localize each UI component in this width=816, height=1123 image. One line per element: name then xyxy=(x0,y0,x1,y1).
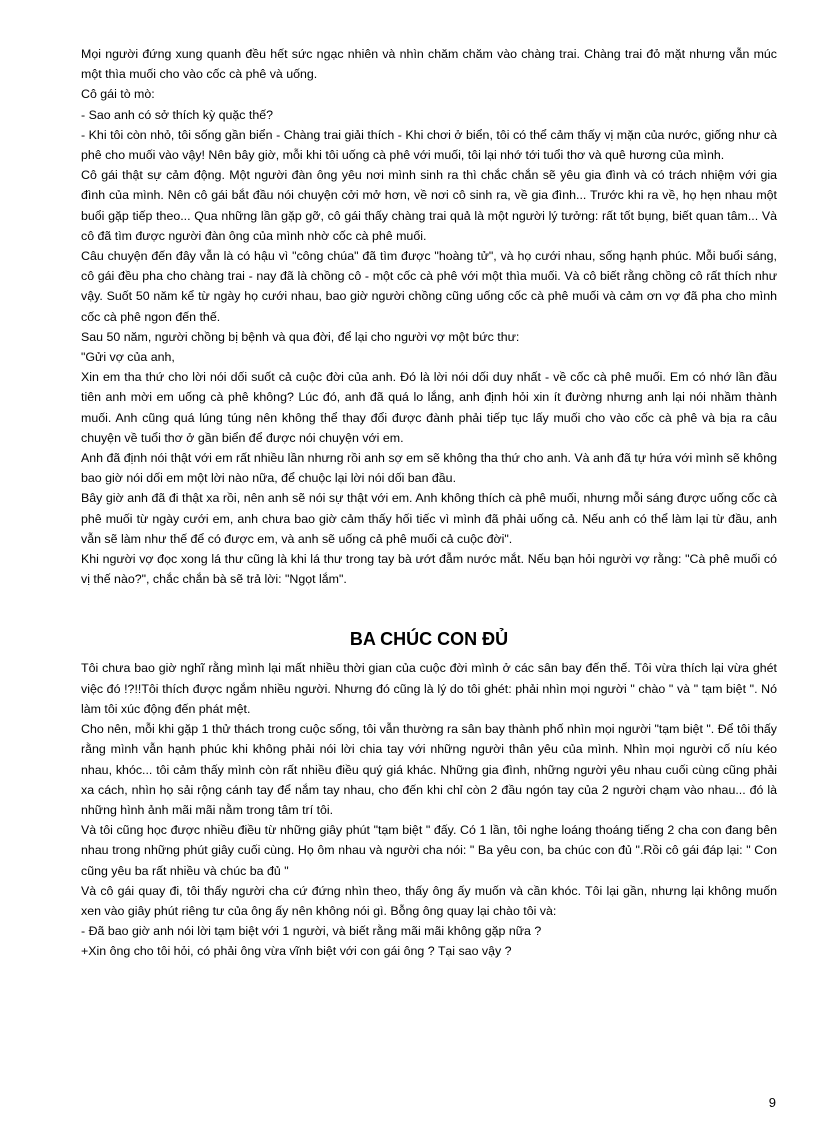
paragraph: Cô gái tò mò: xyxy=(81,87,155,102)
paragraph: Và tôi cũng học được nhiều điều từ những giây phút "tạm biệt " đấy. Có 1 lần, tôi nghe loáng thoáng tiếng 2 cha con đang bên nhau trong những phút giây cuối cùng. Họ ôm nhau và người cha nói: " Ba yêu con, ba chúc con đủ ".Rồi cô gái đáp lại: " Con cũng yêu ba rất nhiều và chúc ba đủ " xyxy=(81,823,777,878)
document-page xyxy=(81,44,777,962)
paragraph: Và cô gái quay đi, tôi thấy người cha cứ đứng nhìn theo, thấy ông ấy muốn và cần khóc. Tôi lại gần, nhưng lại không muốn xen vào giây phút riêng tư của ông ấy nên không nói gì. Bỗng ông quay lại chào tôi và: xyxy=(81,883,777,918)
paragraph: Cô gái thật sự cảm động. Một người đàn ông yêu nơi mình sinh ra thì chắc chắn sẽ yêu gia đình và có trách nhiệm với gia đình của mình. Nên cô gái bắt đầu nói chuyện cởi mở hơn, về nơi cô sinh ra, về gia đình... Trước khi ra về, họ hẹn nhau một buổi gặp tiếp theo... Qua những lần gặp gỡ, cô gái thấy chàng trai quả là một người lý tưởng: rất tốt bụng, biết quan tâm... Và cô đã tìm được người đàn ông của mình nhờ cốc cà phê muối. xyxy=(81,168,777,243)
paragraph: Anh đã định nói thật với em rất nhiều lần nhưng rồi anh sợ em sẽ không tha thứ cho anh. Và anh đã tự hứa với mình sẽ không bao giờ nói dối em một lời nào nữa, để chuộc lại lời nói dối ban đầu. xyxy=(81,451,777,486)
paragraph: Cho nên, mỗi khi gặp 1 thử thách trong cuộc sống, tôi vẫn thường ra sân bay thành phố nhìn mọi người "tạm biệt ". Để tôi thấy rằng mình vẫn hạnh phúc khi không phải nói lời chia tay với những người thân yêu của mình. Nhìn mọi người cố níu kéo nhau, khóc... tôi cảm thấy mình còn rất nhiều điều quý giá khác. Những gia đình, những người yêu nhau cuối cùng cũng phải xa cách, nhìn họ sải rộng cánh tay để nắm tay nhau, cho đến khi chỉ còn 2 đầu ngón tay của 2 người chạm vào nhau... đó là những hình ảnh mãi mãi nằm trong tâm trí tôi. xyxy=(81,722,777,817)
paragraph: "Gửi vợ của anh, xyxy=(81,350,175,365)
page-number: 9 xyxy=(768,1095,776,1110)
paragraph: Sau 50 năm, người chồng bị bệnh và qua đời, để lại cho người vợ một bức thư: xyxy=(81,329,520,344)
paragraph: Tôi chưa bao giờ nghĩ rằng mình lại mất nhiều thời gian của cuộc đời mình ở các sân bay đến thế. Tôi vừa thích lại vừa ghét việc đó !?!!Tôi thích được ngắm nhiều người. Nhưng đó cũng là lý do tôi ghét: phải nhìn mọi người " chào " và " tạm biệt ". Nó làm tôi xúc động đến phát mệt. xyxy=(81,661,777,716)
paragraph: - Khi tôi còn nhỏ, tôi sống gần biển - Chàng trai giải thích - Khi chơi ở biển, tôi có thể cảm thấy vị mặn của nước, giống như cà phê cho muối vào vậy! Nên bây giờ, mỗi khi tôi uống cà phê với muối, tôi lại nhớ tới tuổi thơ và quê hương của mình. xyxy=(81,127,777,163)
paragraph: Mọi người đứng xung quanh đều hết sức ngạc nhiên và nhìn chăm chăm vào chàng trai. Chàng trai đỏ mặt nhưng vẫn múc một thìa muối cho vào cốc cà phê và uống. xyxy=(81,47,777,82)
paragraph: - Đã bao giờ anh nói lời tạm biệt với 1 người, và biết rằng mãi mãi không gặp nữa ? xyxy=(81,924,542,939)
paragraph: Khi người vợ đọc xong lá thư cũng là khi lá thư trong tay bà ướt đẫm nước mắt. Nếu bạn hỏi người vợ rằng: "Cà phê muối có vị thế nào?", chắc chắn bà sẽ trả lời: "Ngọt lắm". xyxy=(81,552,777,587)
paragraph: Xin em tha thứ cho lời nói dối suốt cả cuộc đời của anh. Đó là lời nói dối duy nhất - về cốc cà phê muối. Em có nhớ lần đầu tiên anh mời em uống cà phê không? Lúc đó, anh đã quá lo lắng, anh định hỏi xin ít đường nhưng anh lại nói nhầm thành muối. Anh cũng quá lúng túng nên không thể thay đổi được đành phải tiếp tục lấy muối cho vào cốc cà phê và bịa ra câu chuyện về tuổi thơ ở gần biển để được nói chuyện với em. xyxy=(81,370,777,445)
paragraph: Câu chuyện đến đây vẫn là có hậu vì "công chúa" đã tìm được "hoàng tử", và họ cưới nhau, sống hạnh phúc. Mỗi buổi sáng, cô gái đều pha cho chàng trai - nay đã là chồng cô - một cốc cà phê với một thìa muối. Và cô biết rằng chồng cô rất thích như vậy. Suốt 50 năm kể từ ngày họ cưới nhau, bao giờ người chồng cũng uống cốc cà phê muối và cảm ơn vợ đã pha cho mình cốc cà phê ngon đến thế. xyxy=(81,249,777,324)
story-salted-coffee xyxy=(81,44,777,589)
paragraph: - Sao anh có sở thích kỳ quặc thế? xyxy=(81,107,274,122)
section-title: BA CHÚC CON ĐỦ xyxy=(349,629,509,650)
paragraph: +Xin ông cho tôi hỏi, có phải ông vừa vĩnh biệt với con gái ông ? Tại sao vậy ? xyxy=(81,944,512,959)
story-ba-chuc-con-du xyxy=(81,658,777,961)
paragraph: Bây giờ anh đã đi thật xa rồi, nên anh sẽ nói sự thật với em. Anh không thích cà phê muối, nhưng mỗi sáng được uống cốc cà phê muối từ ngày cưới em, anh chưa bao giờ cảm thấy hối tiếc vì mình đã phải uống cả. Nếu anh có thể làm lại từ đầu, anh vẫn sẽ làm như thế để có được em, và anh sẽ uống cả phê muối cả cuộc đời". xyxy=(81,491,777,546)
